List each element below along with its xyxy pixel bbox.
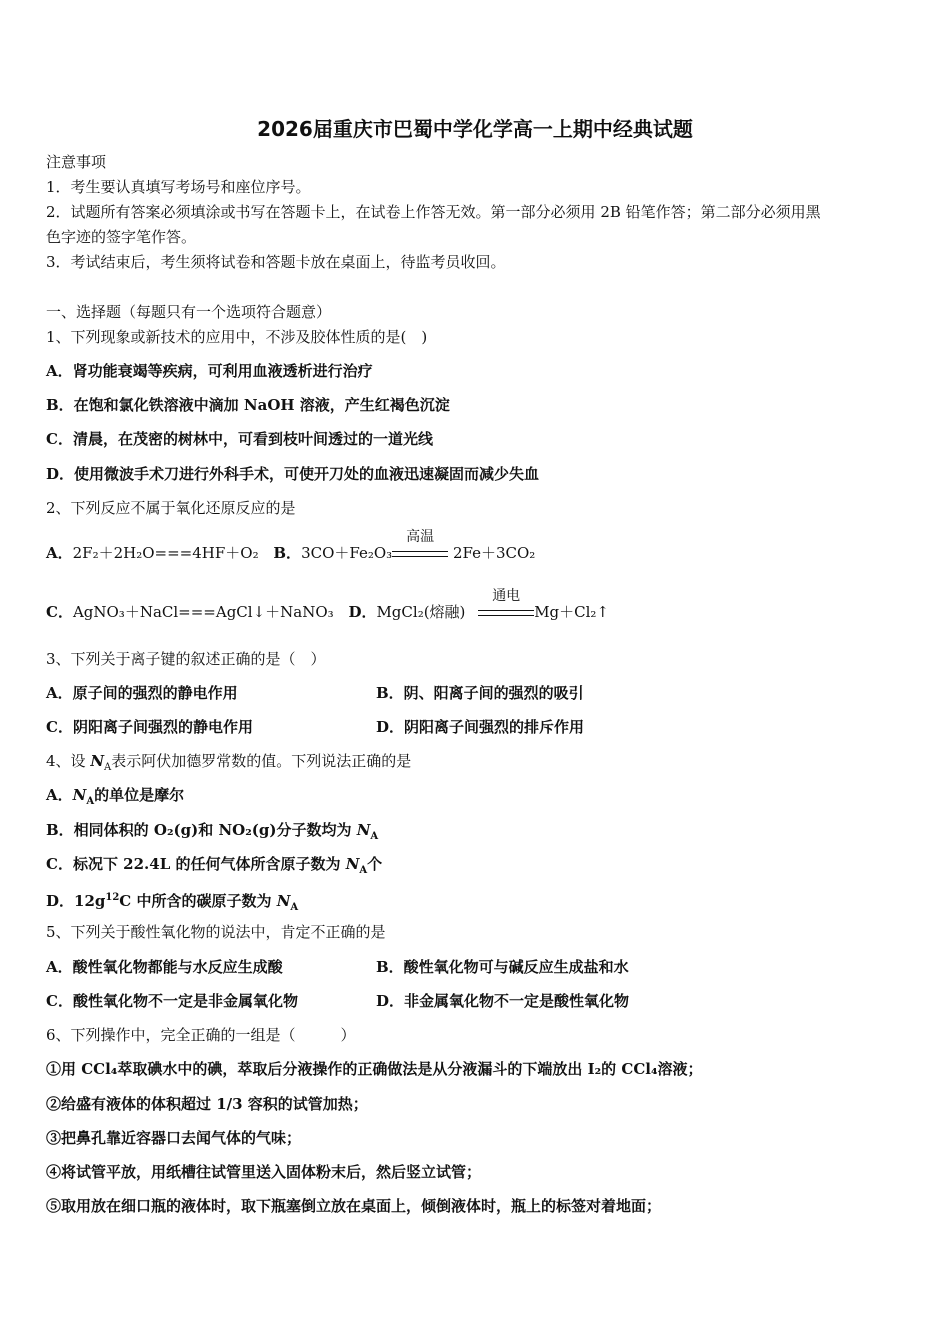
- stem-suffix: 表示阿伏加德罗常数的值。下列说法正确的是: [111, 752, 412, 770]
- question-3-stem: 3、下列关于离子键的叙述正确的是（ ）: [46, 650, 326, 668]
- question-1-stem: 1、下列现象或新技术的应用中，不涉及胶体性质的是( ): [46, 328, 428, 346]
- question-6-item: ③把鼻孔靠近容器口去闻气体的气味；: [46, 1129, 302, 1147]
- question-6-item: ②给盛有液体的体积超过 1/3 容积的试管加热；: [46, 1095, 368, 1113]
- question-3-option-a: A．原子间的强烈的静电作用: [46, 684, 238, 702]
- option-a-equation: 2F₂＋2H₂O===4HF＋O₂: [72, 544, 259, 562]
- na-symbol: N: [90, 752, 105, 770]
- question-5-option-d: D．非金属氧化物不一定是酸性氧化物: [376, 992, 630, 1010]
- stem-prefix: 4、设: [46, 752, 91, 770]
- question-4-option-b: [46, 820, 378, 847]
- option-text: C 中所含的碳原子数为: [119, 892, 277, 910]
- question-4-option-a: [46, 785, 184, 812]
- equals-bars: [478, 610, 534, 616]
- reaction-condition-arrow: [392, 529, 448, 564]
- condition-label: 高温: [406, 529, 435, 545]
- question-3-option-c: C．阴阳离子间强烈的静电作用: [46, 718, 253, 736]
- option-label: A．: [46, 786, 73, 804]
- question-5-stem: 5、下列关于酸性氧化物的说法中，肯定不正确的是: [46, 923, 386, 941]
- na-symbol: N: [345, 855, 360, 873]
- question-6-item: ④将试管平放，用纸槽往试管里送入固体粉末后，然后竖立试管；: [46, 1163, 482, 1181]
- question-2-stem: 2、下列反应不属于氧化还原反应的是: [46, 499, 296, 517]
- option-d-label: D．: [348, 603, 377, 621]
- option-b-reactants: 3CO＋Fe₂O₃: [301, 544, 393, 562]
- notice-item: 3．考试结束后，考生须将试卷和答题卡放在桌面上，待监考员收回。: [46, 253, 506, 271]
- option-text: C．标况下 22.4L 的任何气体所含原子数为: [46, 855, 346, 873]
- na-symbol: N: [276, 892, 291, 910]
- na-subscript: A: [359, 865, 368, 876]
- question-1-option-d: D．使用微波手术刀进行外科手术，可使开刀处的血液迅速凝固而减少失血: [46, 465, 540, 483]
- na-subscript: A: [104, 762, 112, 773]
- question-6-item: ⑤取用放在细口瓶的液体时，取下瓶塞倒立放在桌面上，倾倒液体时，瓶上的标签对着地面；: [46, 1197, 662, 1215]
- reaction-condition-arrow: [478, 588, 534, 623]
- question-1-option-a: A．肾功能衰竭等疾病，可利用血液透析进行治疗: [46, 362, 373, 380]
- na-subscript: A: [290, 902, 299, 913]
- mass-number: 12: [105, 892, 120, 903]
- option-c-equation: AgNO₃＋NaCl===AgCl↓＋NaNO₃: [72, 603, 334, 621]
- na-symbol: N: [356, 821, 371, 839]
- option-d-products: Mg＋Cl₂↑: [534, 603, 610, 621]
- na-subscript: A: [370, 831, 379, 842]
- question-4-option-d: [46, 888, 298, 918]
- option-b-label: B．: [273, 544, 302, 562]
- question-3-option-d: D．阴阳离子间强烈的排斥作用: [376, 718, 585, 736]
- option-a-label: A．: [46, 544, 73, 562]
- section-heading: 一、选择题（每题只有一个选项符合题意）: [46, 303, 332, 321]
- question-5-option-b: B．酸性氧化物可与碱反应生成盐和水: [376, 958, 629, 976]
- question-3-option-b: B．阴、阳离子间的强烈的吸引: [376, 684, 584, 702]
- notice-item: 1．考生要认真填写考场号和座位序号。: [46, 178, 311, 196]
- option-text: B．相同体积的 O₂(g)和 NO₂(g)分子数均为: [46, 821, 357, 839]
- na-symbol: N: [72, 786, 87, 804]
- question-2-row-ab: [46, 529, 536, 564]
- equals-bars: [392, 551, 448, 557]
- option-d-reactants: MgCl₂(熔融): [376, 603, 466, 621]
- question-5-option-a: A．酸性氧化物都能与水反应生成酸: [46, 958, 283, 976]
- question-4-option-c: [46, 854, 382, 881]
- question-2-row-cd: [46, 588, 610, 623]
- option-b-products: 2Fe＋3CO₂: [452, 544, 536, 562]
- na-subscript: A: [86, 796, 95, 807]
- question-4-stem: [46, 751, 411, 778]
- question-6-item: ①用 CCl₄萃取碘水中的碘，萃取后分液操作的正确做法是从分液漏斗的下端放出 I₂的 CCl₄溶液；: [46, 1060, 703, 1078]
- question-1-option-b: B．在饱和氯化铁溶液中滴加 NaOH 溶液，产生红褐色沉淀: [46, 396, 450, 414]
- option-c-label: C．: [46, 603, 73, 621]
- question-6-stem: 6、下列操作中，完全正确的一组是（ ）: [46, 1026, 356, 1044]
- option-text: D．12g: [46, 892, 106, 910]
- option-suffix: 个: [367, 855, 383, 873]
- question-5-option-c: C．酸性氧化物不一定是非金属氧化物: [46, 992, 298, 1010]
- notice-heading: 注意事项: [46, 153, 107, 171]
- condition-label: 通电: [492, 588, 521, 604]
- notice-item: 2．试题所有答案必须填涂或书写在答题卡上，在试卷上作答无效。第一部分必须用 2B 铅笔作答；第二部分必须用黑: [46, 203, 821, 221]
- notice-item: 色字迹的签字笔作答。: [46, 228, 197, 246]
- question-1-option-c: C．清晨，在茂密的树林中，可看到枝叶间透过的一道光线: [46, 430, 433, 448]
- page-title: 2026届重庆市巴蜀中学化学高一上期中经典试题: [257, 117, 693, 141]
- option-text: 的单位是摩尔: [94, 786, 185, 804]
